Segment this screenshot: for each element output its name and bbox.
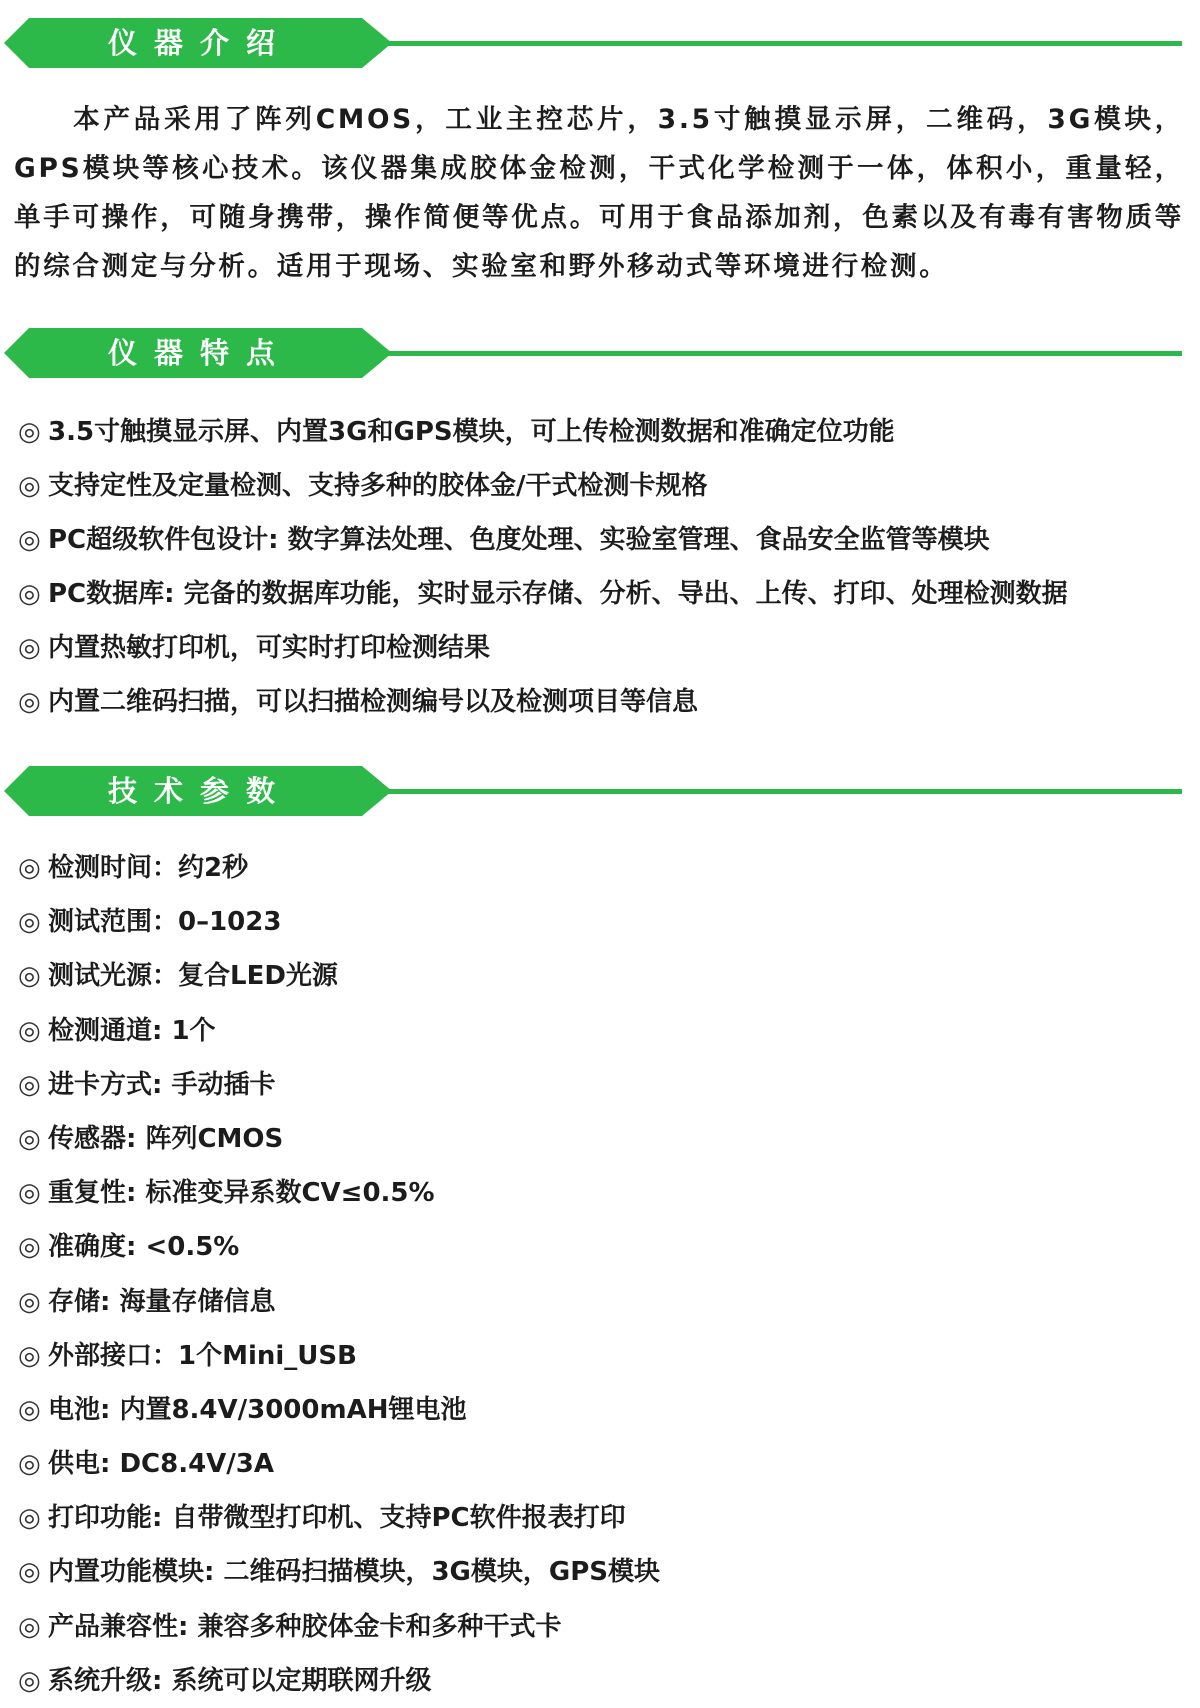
bullet-icon: ◎: [18, 1340, 41, 1371]
spec-item: [18, 1275, 660, 1329]
spec-item-text: 准确度: <0.5%: [48, 1232, 240, 1263]
spec-item: [18, 1491, 660, 1545]
spec-item-text: 电池: 内置8.4V/3000mAH锂电池: [48, 1394, 467, 1425]
spec-item: [18, 841, 660, 895]
bullet-icon: ◎: [18, 1503, 41, 1534]
feature-item: [18, 567, 1068, 621]
spec-item-text: 重复性: 标准变异系数CV≤0.5%: [48, 1178, 435, 1209]
feature-item: [18, 513, 1068, 567]
feature-item: [18, 459, 1068, 513]
section-header-specs: [0, 766, 1200, 816]
feature-item-text: PC超级软件包设计: 数字算法处理、色度处理、实验室管理、食品安全监管等模块: [48, 525, 990, 555]
bullet-icon: ◎: [18, 1449, 41, 1480]
bullet-icon: ◎: [18, 633, 41, 663]
spec-item-text: 供电: DC8.4V/3A: [48, 1449, 275, 1480]
spec-item-text: 测试光源：复合LED光源: [48, 961, 338, 992]
bullet-icon: ◎: [18, 471, 41, 501]
feature-item-text: 3.5寸触摸显示屏、内置3G和GPS模块，可上传检测数据和准确定位功能: [48, 417, 895, 447]
spec-item: [18, 1654, 660, 1708]
spec-item: [18, 1545, 660, 1599]
spec-item: [18, 1329, 660, 1383]
section-title-specs: 技术参数: [108, 774, 293, 808]
spec-item-text: 外部接口：1个Mini_USB: [48, 1340, 357, 1371]
header-rule: [385, 789, 1182, 794]
bullet-icon: ◎: [18, 687, 41, 717]
spec-item: [18, 1600, 660, 1654]
intro-paragraph: [14, 95, 1184, 291]
bullet-icon: ◎: [18, 853, 41, 883]
bullet-icon: ◎: [18, 1232, 41, 1263]
header-rule: [385, 351, 1182, 356]
spec-item: [18, 1220, 660, 1274]
bullet-icon: ◎: [18, 961, 41, 992]
spec-item-text: 检测通道: 1个: [48, 1015, 216, 1046]
feature-item: [18, 621, 1068, 675]
spec-item: [18, 1383, 660, 1437]
spec-item-text: 存储: 海量存储信息: [48, 1286, 276, 1317]
bullet-icon: ◎: [18, 1665, 41, 1696]
feature-item: [18, 405, 1068, 459]
section-header-intro: [0, 18, 1200, 68]
bullet-icon: ◎: [18, 525, 41, 555]
bullet-icon: ◎: [18, 1123, 41, 1154]
intro-text: 本产品采用了阵列CMOS，工业主控芯片，3.5寸触摸显示屏，二维码，3G模块，GPS模块等核心技术。该仪器集成胶体金检测，干式化学检测于一体，体积小，重量轻，单手可操作，可随身携带，操作简便等优点。可用于食品添加剂，色素以及有毒有害物质等的综合测定与分析。适用于现场、实验室和野外移动式等环境进行检测。: [14, 104, 1184, 282]
bullet-icon: ◎: [18, 579, 41, 609]
spec-item-text: 系统升级: 系统可以定期联网升级: [48, 1665, 432, 1696]
spec-item-text: 传感器: 阵列CMOS: [48, 1123, 284, 1154]
bullet-icon: ◎: [18, 1286, 41, 1317]
features-list: [18, 405, 1068, 729]
header-rule: [385, 41, 1182, 46]
feature-item: [18, 675, 1068, 729]
spec-item-text: 产品兼容性: 兼容多种胶体金卡和多种干式卡: [48, 1611, 562, 1642]
bullet-icon: ◎: [18, 1611, 41, 1642]
feature-item-text: 支持定性及定量检测、支持多种的胶体金/干式检测卡规格: [48, 471, 708, 501]
feature-item-text: 内置热敏打印机，可实时打印检测结果: [48, 633, 491, 663]
feature-item-text: PC数据库: 完备的数据库功能，实时显示存储、分析、导出、上传、打印、处理检测数据: [48, 579, 1068, 609]
specs-list: [18, 841, 660, 1708]
bullet-icon: ◎: [18, 1015, 41, 1046]
section-header-features: [0, 328, 1200, 378]
spec-item-text: 测试范围：0–1023: [48, 907, 282, 938]
spec-item: [18, 1437, 660, 1491]
spec-item: [18, 949, 660, 1003]
bullet-icon: ◎: [18, 417, 41, 447]
spec-item-text: 打印功能: 自带微型打印机、支持PC软件报表打印: [48, 1503, 626, 1534]
spec-item-text: 检测时间：约2秒: [48, 853, 249, 883]
spec-item: [18, 895, 660, 949]
bullet-icon: ◎: [18, 907, 41, 938]
bullet-icon: ◎: [18, 1394, 41, 1425]
spec-item: [18, 1058, 660, 1112]
bullet-icon: ◎: [18, 1178, 41, 1209]
bullet-icon: ◎: [18, 1069, 41, 1100]
bullet-icon: ◎: [18, 1557, 41, 1588]
spec-item: [18, 1004, 660, 1058]
spec-item: [18, 1112, 660, 1166]
spec-item: [18, 1166, 660, 1220]
section-title-features: 仪器特点: [108, 336, 293, 370]
spec-item-text: 内置功能模块: 二维码扫描模块，3G模块，GPS模块: [48, 1557, 661, 1588]
feature-item-text: 内置二维码扫描，可以扫描检测编号以及检测项目等信息: [48, 687, 699, 717]
section-title-intro: 仪器介绍: [108, 26, 293, 60]
spec-item-text: 进卡方式: 手动插卡: [48, 1069, 276, 1100]
